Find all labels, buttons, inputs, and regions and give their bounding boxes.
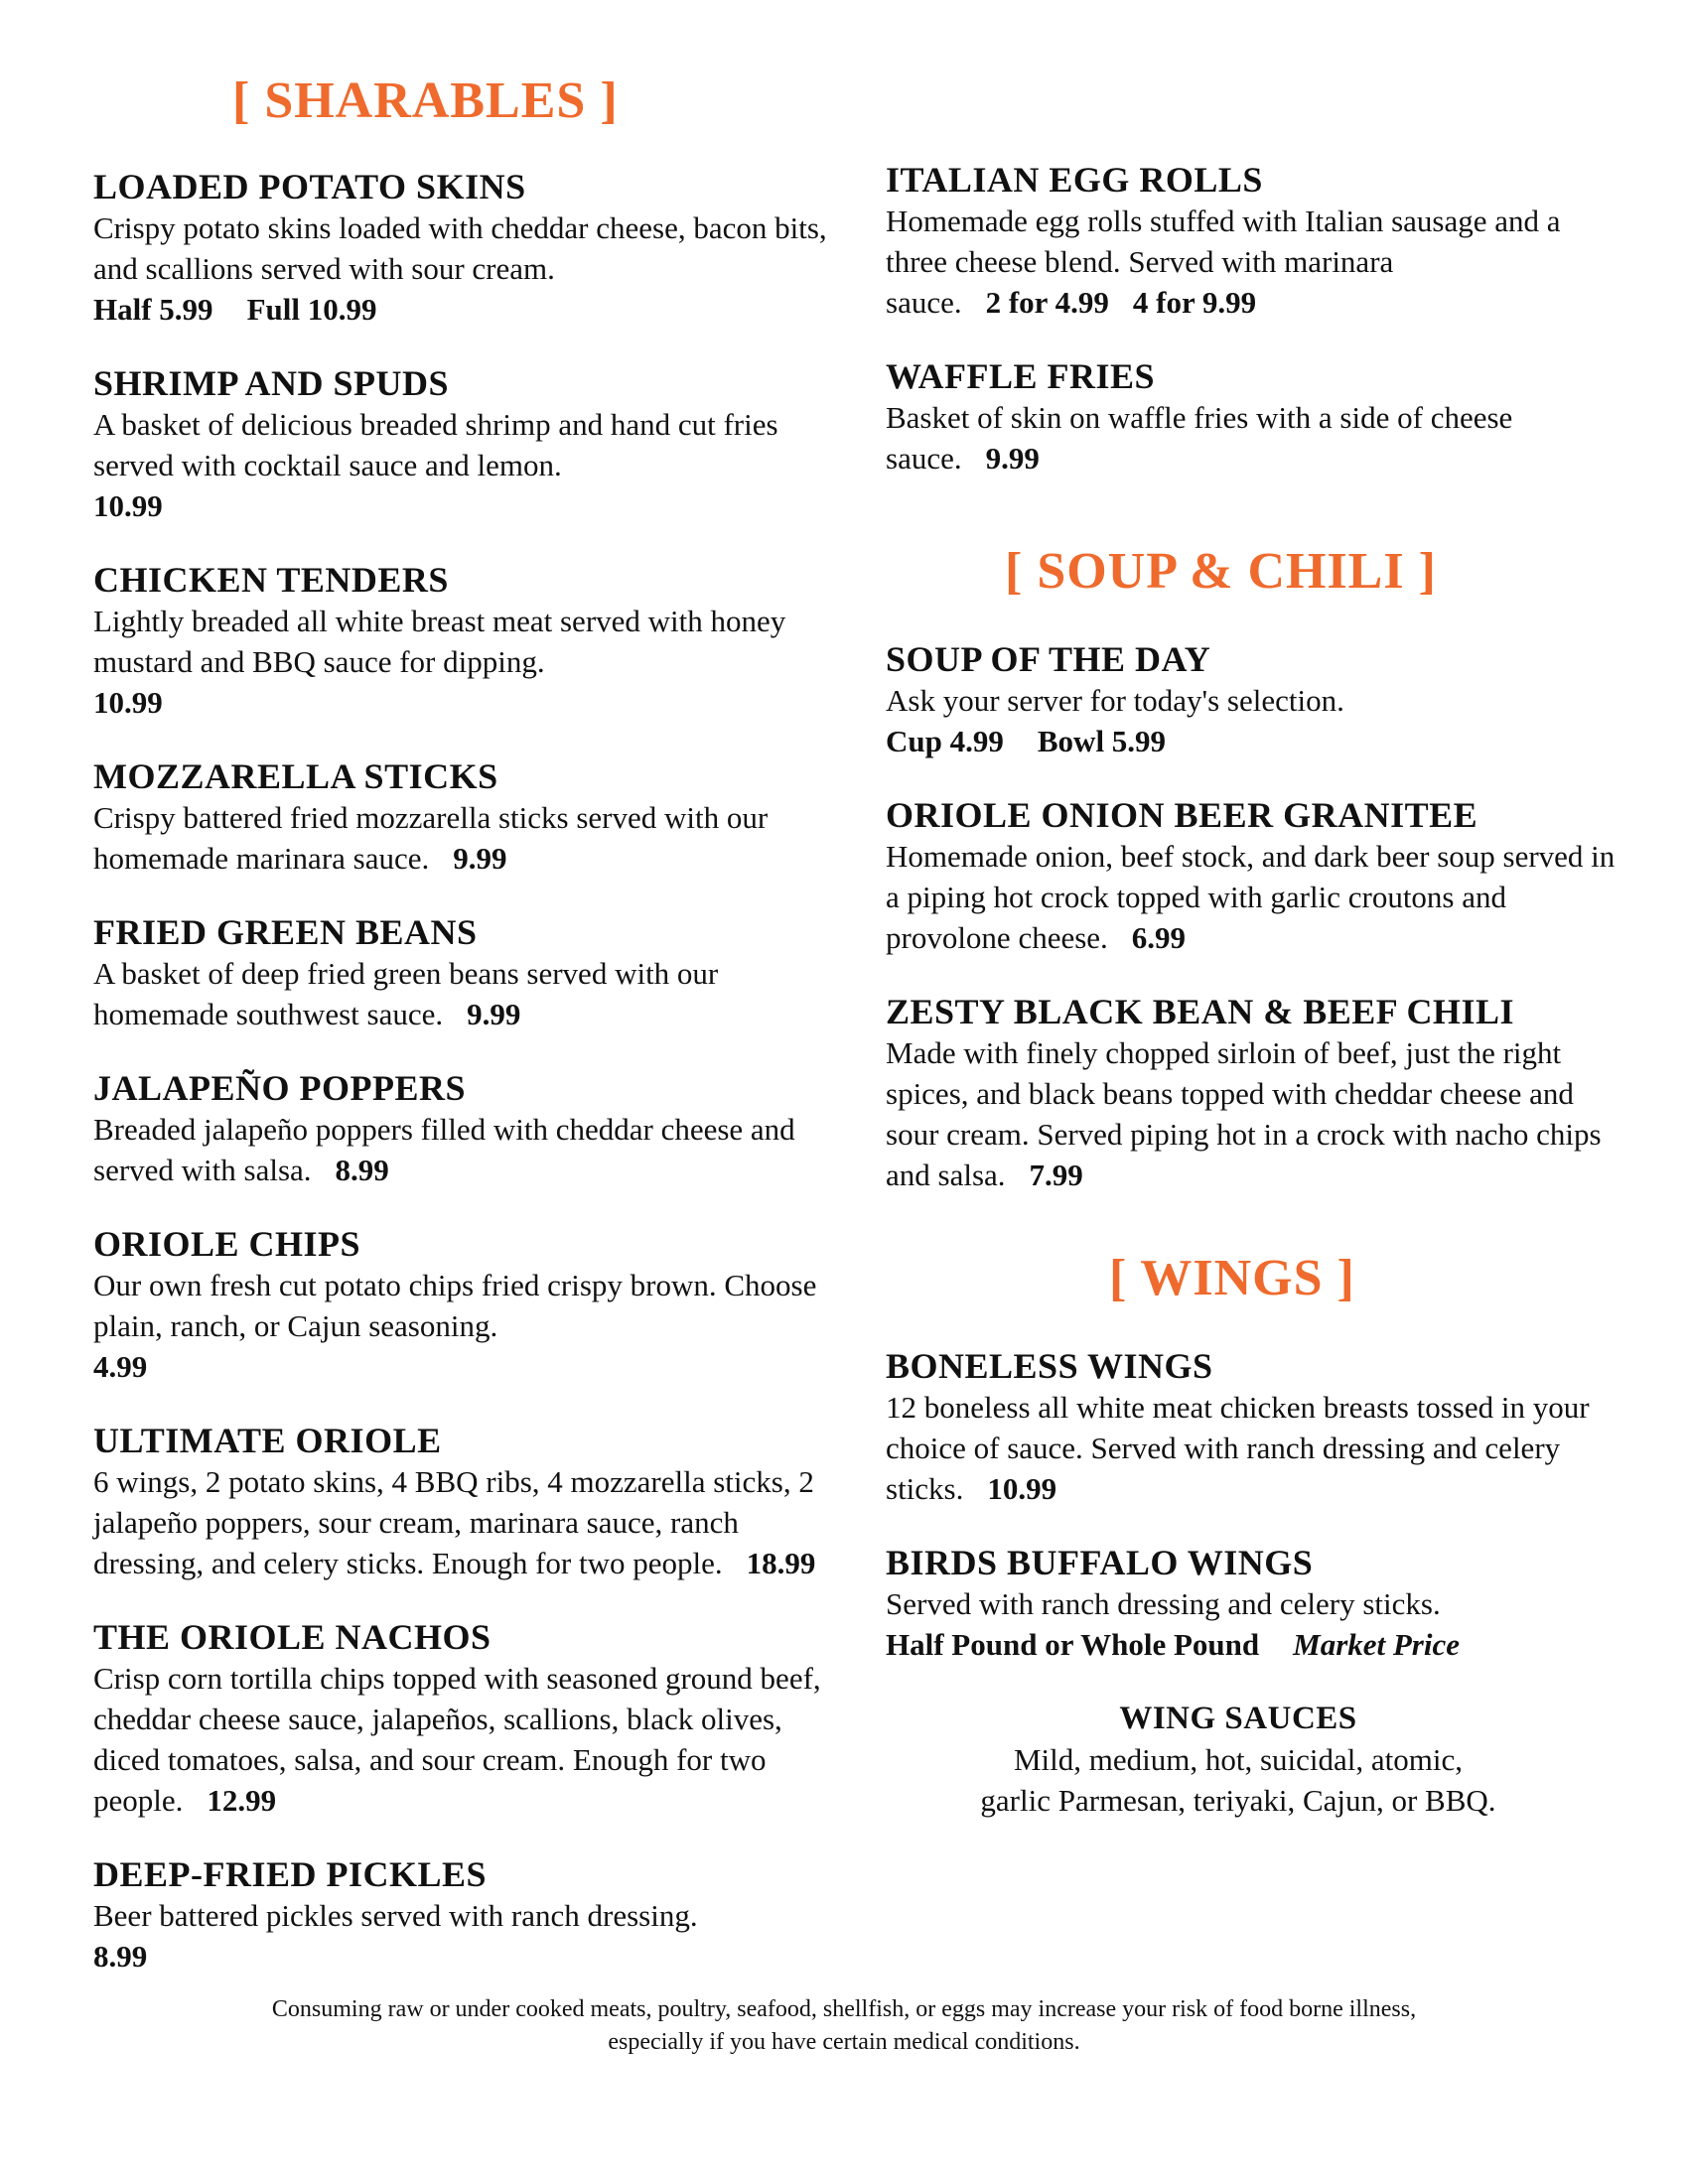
menu-item-soup-of-the-day (886, 638, 1620, 761)
menu-item-oriole-chips (93, 1223, 828, 1387)
item-name: DEEP-FRIED PICKLES (93, 1854, 488, 1894)
item-price-cup: Cup 4.99 (886, 724, 1004, 758)
item-name: ULTIMATE ORIOLE (93, 1421, 442, 1460)
item-price: 10.99 (93, 488, 163, 523)
item-name: BONELESS WINGS (886, 1346, 1213, 1386)
disclaimer-line-2: especially if you have certain medical conditions. (608, 2029, 1080, 2055)
item-description: 6 wings, 2 potato skins, 4 BBQ ribs, 4 mozzarella sticks, 2 jalapeño poppers, sour cream, marinara sauce, ranch dressing, and celery sticks. Enough for two people. (93, 1464, 814, 1580)
menu-item-jalapeno-poppers (93, 1067, 828, 1190)
item-price-bowl: Bowl 5.99 (1037, 724, 1167, 758)
item-name: ORIOLE ONION BEER GRANITEE (886, 795, 1478, 835)
wing-sauces (886, 1698, 1620, 1821)
item-price-half: Half 5.99 (93, 292, 213, 327)
item-price: 7.99 (1029, 1158, 1083, 1192)
menu-item-shrimp-and-spuds (93, 362, 828, 526)
sharables-heading: [ SHARABLES ] (232, 72, 619, 129)
item-price-two: 2 for 4.99 (985, 285, 1109, 320)
market-price: Market Price (1293, 1627, 1461, 1662)
item-price: Half Pound or Whole Pound (886, 1627, 1260, 1662)
menu-item-birds-buffalo-wings (886, 1542, 1620, 1665)
wings-heading: [ WINGS ] (1109, 1250, 1355, 1306)
item-name: ORIOLE CHIPS (93, 1224, 361, 1264)
menu-item-deep-fried-pickles (93, 1853, 828, 1977)
item-description: Crisp corn tortilla chips topped with seasoned ground beef, cheddar cheese sauce, jalapeños, scallions, black olives, diced tomatoes, salsa, and sour cream. Enough for two people. (93, 1661, 821, 1818)
menu-item-fried-green-beans (93, 911, 828, 1034)
item-name: FRIED GREEN BEANS (93, 912, 478, 952)
item-price: 18.99 (746, 1546, 816, 1580)
disclaimer-line-1: Consuming raw or under cooked meats, poultry, seafood, shellfish, or eggs may increase your risk of food borne illness, (271, 1996, 1417, 2022)
menu-item-oriole-nachos (93, 1616, 828, 1821)
wing-sauces-line-2: garlic Parmesan, teriyaki, Cajun, or BBQ. (980, 1783, 1496, 1818)
item-price-four: 4 for 9.99 (1132, 285, 1257, 320)
item-price: 12.99 (207, 1783, 277, 1818)
item-description: Basket of skin on waffle fries with a side of cheese sauce. (886, 400, 1513, 476)
item-name: LOADED POTATO SKINS (93, 167, 526, 206)
item-description: Beer battered pickles served with ranch dressing. (93, 1898, 698, 1933)
item-name: ZESTY BLACK BEAN & BEEF CHILI (886, 992, 1514, 1031)
item-price: 8.99 (93, 1939, 148, 1974)
item-name: SHRIMP AND SPUDS (93, 363, 450, 403)
item-name: WAFFLE FRIES (886, 356, 1156, 396)
item-name: BIRDS BUFFALO WINGS (886, 1543, 1314, 1582)
item-price: 10.99 (93, 685, 163, 720)
item-description: Made with finely chopped sirloin of beef, just the right spices, and black beans topped with cheddar cheese and sour cream. Served piping hot in a crock with nacho chips and salsa. (886, 1035, 1602, 1192)
item-description: Our own fresh cut potato chips fried crispy brown. Choose plain, ranch, or Cajun seasoning. (93, 1268, 817, 1343)
wing-sauces-line-1: Mild, medium, hot, suicidal, atomic, (1013, 1742, 1464, 1777)
item-description: A basket of delicious breaded shrimp and hand cut fries served with cocktail sauce and lemon. (93, 407, 778, 482)
item-name: SOUP OF THE DAY (886, 639, 1211, 679)
left-column (93, 71, 828, 2009)
item-description: Breaded jalapeño poppers filled with cheddar cheese and served with salsa. (93, 1112, 795, 1187)
menu-item-boneless-wings (886, 1345, 1620, 1509)
item-name: JALAPEÑO POPPERS (93, 1068, 467, 1108)
item-price: 4.99 (93, 1349, 148, 1384)
wing-sauces-title: WING SAUCES (1119, 1701, 1357, 1736)
item-description: Homemade egg rolls stuffed with Italian sausage and a three cheese blend. Served with marinara sauce. (886, 204, 1561, 320)
soup-chili-heading: [ SOUP & CHILI ] (1005, 543, 1437, 600)
menu-item-italian-egg-rolls (886, 159, 1620, 323)
menu-item-chicken-tenders (93, 559, 828, 723)
item-price-full: Full 10.99 (246, 292, 377, 327)
menu-item-waffle-fries (886, 355, 1620, 478)
item-description: A basket of deep fried green beans served with our homemade southwest sauce. (93, 956, 719, 1031)
item-price: 9.99 (467, 997, 521, 1031)
item-price: 8.99 (335, 1153, 389, 1187)
menu-item-ultimate-oriole (93, 1420, 828, 1583)
food-safety-disclaimer (149, 1993, 1539, 2059)
menu-item-loaded-potato-skins (93, 166, 828, 330)
item-name: MOZZARELLA STICKS (93, 756, 498, 796)
item-description: 12 boneless all white meat chicken breasts tossed in your choice of sauce. Served with ranch dressing and celery sticks. (886, 1390, 1590, 1506)
item-name: THE ORIOLE NACHOS (93, 1617, 492, 1657)
item-price: 9.99 (985, 441, 1040, 476)
item-price: 9.99 (453, 841, 507, 876)
right-column (886, 159, 1620, 1821)
item-description: Ask your server for today's selection. (886, 683, 1344, 718)
menu-item-black-bean-beef-chili (886, 991, 1620, 1195)
item-price: 6.99 (1131, 920, 1187, 955)
item-price: 10.99 (987, 1471, 1057, 1506)
item-description: Lightly breaded all white breast meat served with honey mustard and BBQ sauce for dipping. (93, 604, 786, 679)
item-name: CHICKEN TENDERS (93, 560, 449, 600)
item-name: ITALIAN EGG ROLLS (886, 160, 1263, 200)
item-price-line (93, 289, 828, 330)
menu-item-onion-beer-granitee (886, 794, 1620, 958)
item-description: Homemade onion, beef stock, and dark beer soup served in a piping hot crock topped with garlic croutons and provolone cheese. (886, 839, 1616, 955)
menu-item-mozzarella-sticks (93, 755, 828, 879)
item-description: Served with ranch dressing and celery sticks. (886, 1586, 1441, 1621)
item-description: Crispy potato skins loaded with cheddar cheese, bacon bits, and scallions served with sour cream. (93, 210, 827, 286)
item-description: Crispy battered fried mozzarella sticks served with our homemade marinara sauce. (93, 800, 769, 876)
